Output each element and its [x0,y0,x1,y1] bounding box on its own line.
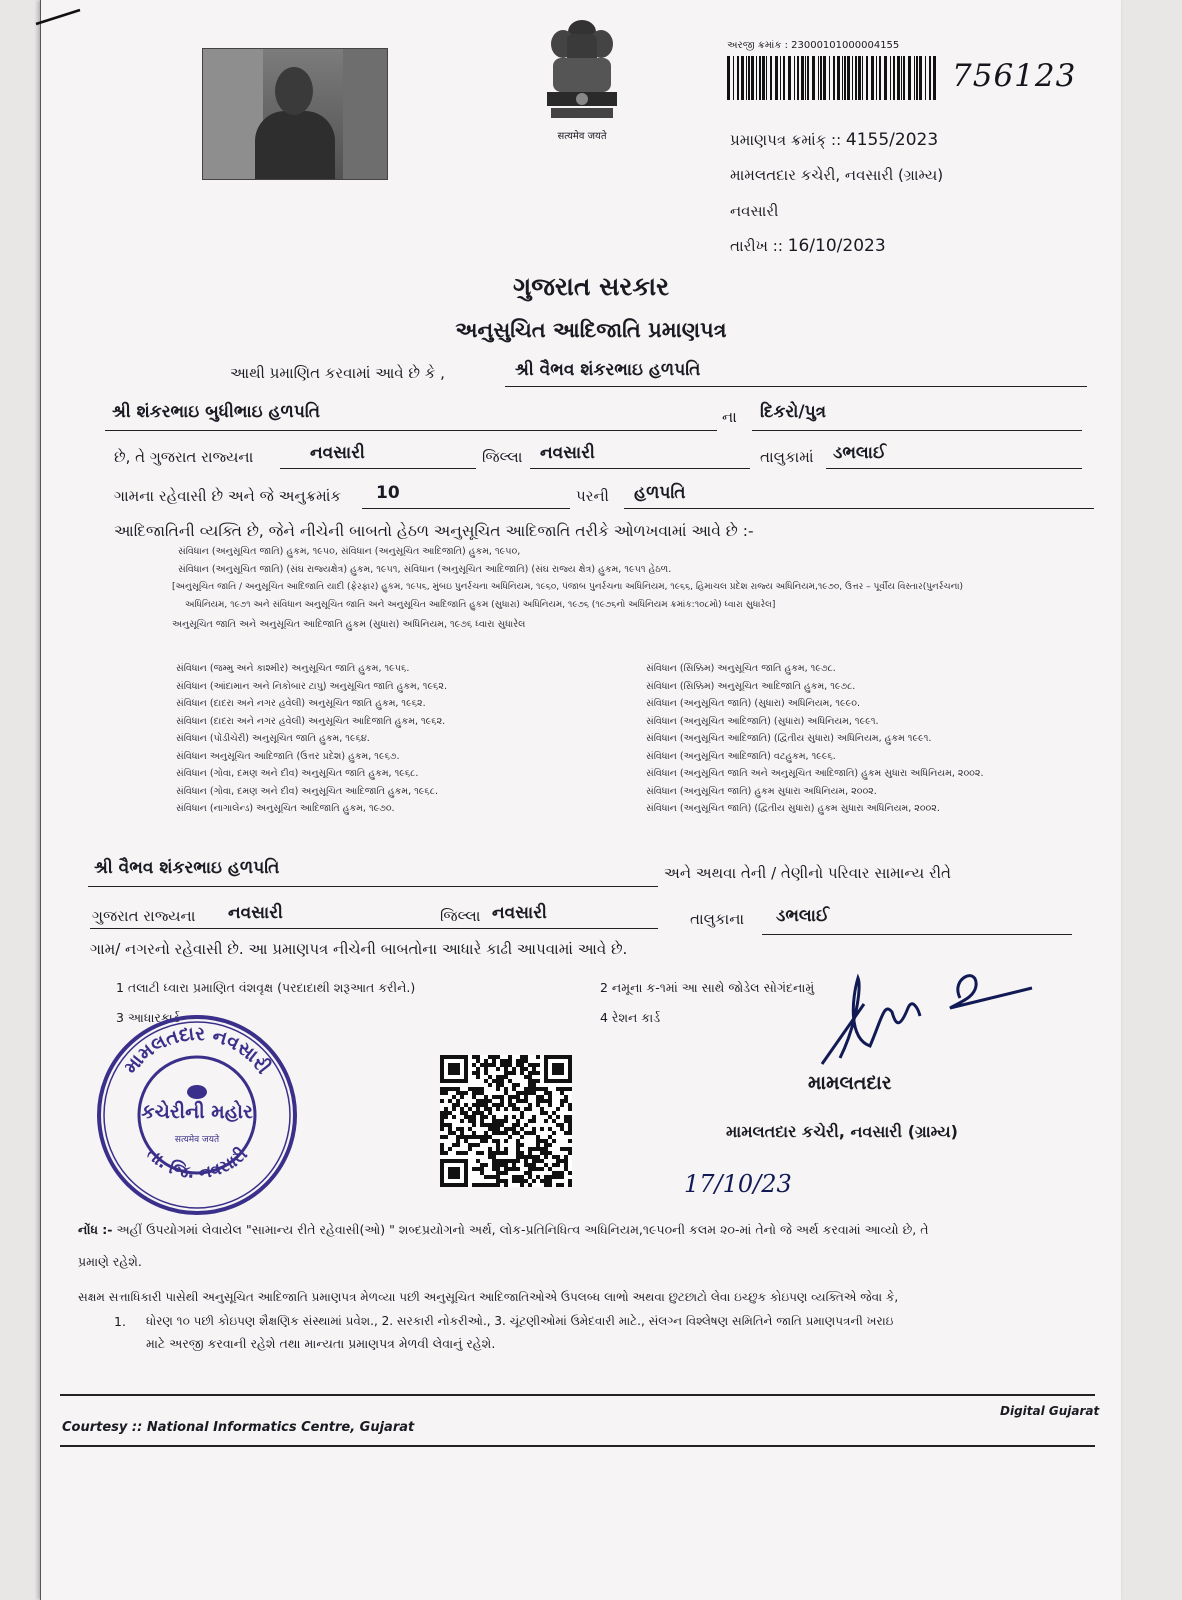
list-item: સંવિધાન (અનુસૂચિત આદિજાતિ) (દ્વિતીય સુધારા) અધિનિયમ, હુકમ ૧૯૯૧. [646,733,932,744]
list-item: સંવિધાન (અનુસૂચિત જાતિ) (સુધારા) અધિનિયમ, ૧૯૯૦. [646,698,861,709]
basis-item-3: 3 આધારકાર્ડ [116,1010,180,1025]
orders-list-left [176,660,447,818]
list-item: સંવિધાન (દાદરા અને નગર હવેલી) અનુસૂચિત આદિજાતિ હુકમ, ૧૯૬૨. [176,715,446,727]
of-label: ના [722,408,737,426]
barcode [727,56,939,100]
district: નવસારી [540,443,595,463]
residence-district: નવસારી [492,903,547,923]
basis-item-4: 4 રેશન કાર્ડ [600,1010,661,1025]
national-emblem-icon [537,14,627,124]
signatory-office: મામલતદાર કચેરી, નવસારી (ગ્રામ્ય) [726,1122,958,1141]
caste: હળપતિ [634,483,686,503]
list-item: સંવિધાન (અનુસૂચિત જાતિ અને અનુસૂચિત આદિજાતિ) હુકમ સુધારા અધિનિયમ, ૨૦૦૨. [646,768,984,779]
applicant-photo [202,48,388,180]
list-item: સંવિધાન અનુસૂચિત આદિજાતિ (ઉત્તર પ્રદેશ) હુકમ, ૧૯૬૭. [176,750,400,762]
taluka: ડભલાઈ [833,443,887,463]
list-item: સંવિધાન (નાગાલેન્ડ) અનુસૂચિત આદિજાતિ હુકમ, ૧૯૭૦. [176,803,395,814]
list-item: સંવિધાન (અનુસૂચિત આદિજાતિ) વટહુકમ, ૧૯૯૬. [646,750,836,762]
list-item: સંવિધાન (સિક્કિમ) અનુસૂચિત જાતિ હુકમ, ૧૯૭૮. [646,663,836,674]
certificate-number: પ્રમાણપત્ર ક્રમાંક્ :: 4155/2023 [730,130,939,150]
residence-village: નવસારી [228,903,283,923]
list-item: સંવિધાન (ગોવા, દમણ અને દીવ) અનુસૂચિત આદિજાતિ હુકમ, ૧૯૬૮. [176,785,438,797]
legal-line-1: સંવિધાન (અનુસૂચિત જાતિ) હુકમ, ૧૯૫૦, સંવિધાન (અનુસૂચિત આદિજાતિ) હુકમ, ૧૯૫૦, [178,546,521,557]
qr-code [440,1055,572,1187]
residence-taluka-label: તાલુકાના [690,910,745,928]
stamp-center-text: કચેરીની મહોર [141,1101,253,1123]
district-label: જિલ્લા [482,448,523,466]
issuing-office: મામલતદાર કચેરી, નવસારી (ગ્રામ્ય) [730,166,944,184]
resident-text: ગામના રહેવાસી છે અને જે અનુક્રમાંક [114,487,342,505]
legal-line-5: અનુસૂચિત જાતિ અને અનુસૂચિત આદિજાતિ હુકમ (સુધારા) અધિનિયમ, ૧૯૭૬ ધ્વારા સુધારેલ [172,619,526,630]
serial-number: 10 [376,483,400,503]
list-item: સંવિધાન (અનુસૂચિત જાતિ) હુકમ સુધારા અધિનિયમ, ૨૦૦૨. [646,785,877,797]
relation: દિકરો/પુત્ર [760,402,827,422]
instruction-item-number: 1. [114,1314,126,1329]
instruction-line-2: ધોરણ ૧૦ પછી કોઇપણ શૈક્ષણિક સંસ્થામાં પ્રવેશ., 2. સરકારી નોકરીઓ., 3. ચૂંટણીઓમાં ઉમેદવારી માટે., સંલગ્ન વિશ્લેષણ સમિતિને જાતિ પ્રમાણપત્રની ખરાઇ [146,1314,894,1328]
handwritten-date: 17/10/23 [684,1170,792,1198]
legal-line-2: સંવિધાન (અનુસૂચિત જાતિ) (સંઘ રાજ્યક્ષેત્ર) હુકમ, ૧૯૫૧, સંવિધાન (અનુસૂચિત આદિજાતિ) (સંઘ રાજ્ય ક્ષેત્ર) હુકમ, ૧૯૫૧ હેઠળ. [178,564,672,575]
note-continuation: પ્રમાણે રહેશે. [78,1254,142,1269]
basis-item-1: 1 તલાટી ધ્વારા પ્રમાણિત વંશવૃક્ષ (પરદાદાથી શરૂઆત કરીને.) [116,980,416,995]
footer-courtesy: Courtesy :: National Informatics Centre, Gujarat [62,1420,415,1435]
list-item: સંવિધાન (જમ્મુ અને કાશ્મીર) અનુસૂચિત જાતિ હુકમ, ૧૯૫૬. [176,663,410,674]
family-text: અને અથવા તેની / તેણીનો પરિવાર સામાન્ય રીતે [664,864,951,882]
application-number: અરજી ક્રમાંક : 23000101000004155 [727,40,900,51]
stamp-bottom-text: તા. જિ. નવસારી [142,1144,252,1184]
basis-item-2: 2 નમૂના ક-૧માં આ સાથે જોડેલ સોગંદનામું [600,980,815,995]
certificate-title: અનુસુચિત આદિજાતિ પ્રમાણપત્ર [455,318,727,342]
state-text: છે, તે ગુજરાત રાજ્યના [114,448,254,466]
emblem-motto: सत्यमेव जयते [557,131,607,142]
issue-date: તારીખ :: 16/10/2023 [730,236,886,256]
list-item: સંવિધાન (અનુસૂચિત આદિજાતિ) (સુધારા) અધિનિયમ, ૧૯૯૧. [646,715,879,727]
footer-brand: Digital Gujarat [1000,1404,1100,1418]
list-item: સંવિધાન (સિક્કિમ) અનુસૂચિત આદિજાતિ હુકમ, ૧૯૭૮. [646,680,856,692]
footer-divider-top [60,1394,1095,1396]
signatory-title: મામલતદાર [808,1072,892,1094]
svg-text:તા. જિ. નવસારી [142,1143,251,1183]
pen-mark [34,4,84,28]
residence-person-name: શ્રી વૈભવ શંકરભાઇ હળપતિ [94,858,280,878]
list-item: સંવિધાન (ગોવા, દમણ અને દીવ) અનુસૂચિત જાતિ હુકમ, ૧૯૬૮. [176,768,419,779]
list-item: સંવિધાન (દાદરા અને નગર હવેલી) અનુસૂચિત જાતિ હુકમ, ૧૯૬૨. [176,698,426,709]
person-name: શ્રી વૈભવ શંકરભાઇ હળપતિ [515,360,701,380]
taluka-label: તાલુકામાં [760,448,814,466]
father-name: શ્રી શંકરભાઇ બુધીભાઇ હળપતિ [112,402,320,422]
instruction-line-3: માટે અરજી કરવાની રહેશે તથા માન્યતા પ્રમાણપત્ર મેળવી લેવાનું રહેશે. [146,1336,496,1351]
list-item: સંવિધાન (પોંડીચેરી) અનુસૂચિત જાતિ હુકમ, ૧૯૬૪. [176,733,370,744]
orders-list-right [646,660,984,818]
handwritten-number: 756123 [952,58,1077,94]
residence-state-text: ગુજરાત રાજ્યના [92,907,196,925]
legal-line-4: અધિનિયમ, ૧૯૭૧ અને સંવિધાન અનુસૂચિત જાતિ અને અનુસૂચિત આદિજાતિ હુકમ (સુધારા) અધિનિયમ, ૧૯૭૬ (૧૯૭૬નો અધિનિયમ ક્રમાંક:૧૦૮મો) ધ્વારા સુધારેલ] [185,600,776,610]
village: નવસારી [310,443,365,463]
note: નોંધ :- અહીં ઉપયોગમાં લેવાયેલ "સામાન્ય રીતે રહેવાસી(ઓ) " શબ્દપ્રયોગનો અર્થ, લોક-પ્રતિનિધિત્વ અધિનિયમ,૧૯૫૦ની કલમ ૨૦-માં તેનો જે અર્થ કરવામાં આવ્યો છે, તે [78,1222,929,1237]
list-item: સંવિધાન (અનુસૂચિત જાતિ) (દ્વિતીય સુધારા) હુકમ સુધારા અધિનિયમ, ૨૦૦૨. [646,803,940,814]
footer-divider-bottom [60,1445,1095,1447]
residence-taluka: ડભલાઈ [776,906,830,926]
residence-text: ગામ/ નગરનો રહેવાસી છે. આ પ્રમાણપત્ર નીચેની બાબતોના આધારે કાઢી આપવામાં આવે છે. [90,940,628,958]
page-title: ગુજરાત સરકાર [512,272,670,301]
stamp-top-text: મામલતદાર નવસારી [119,1022,275,1079]
residence-district-label: જિલ્લા [440,907,481,925]
legal-line-3: [અનુસૂચિત જાતિ / અનુસૂચિત આદિજાતિ યાદી (ફેરફાર) હુકમ, ૧૯૫૬, મુંબઇ પુનર્રચના અધિનિયમ, ૧૯૬૦, પંજાબ પુનર્રચના અધિનિયમ, ૧૯૬૬, હિમાચલ પ્રદેશ રાજ્ય અધિનિયમ,૧૯૭૦, ઉત્તર – પૂર્વીય વિસ્તાર(પુનર્રચના) [172,582,964,592]
issuing-city: નવસારી [730,202,779,220]
stamp-motto: सत्यमेव जयते [174,1135,220,1145]
certify-text: આથી પ્રમાણિત કરવામાં આવે છે કે , [230,364,445,382]
instruction-line-1: સક્ષમ સત્તાધિકારી પાસેથી અનુસૂચિત આદિજાતિ પ્રમાણપત્ર મેળવ્યા પછી અનુસૂચિત આદિજાતિઓએ ઉપલબ્ધ લાભો અથવા છુટછાટો લેવા ઇચ્છુક કોઇપણ વ્યક્તિએ જેવા કે, [78,1290,899,1304]
list-item: સંવિધાન (આંદામાન અને નિકોબાર ટાપુ) અનુસૂચિત જાતિ હુકમ, ૧૯૬૨. [176,680,447,692]
handwritten-signature [800,968,1040,1068]
tribe-text: આદિજાતિની વ્યક્તિ છે, જેને નીચેની બાબતો હેઠળ અનુસૂચિત આદિજાતિ તરીકે ઓળખવામાં આવે છે :- [114,522,754,540]
office-seal-stamp [92,1010,302,1220]
upon-label: પરની [576,487,609,505]
